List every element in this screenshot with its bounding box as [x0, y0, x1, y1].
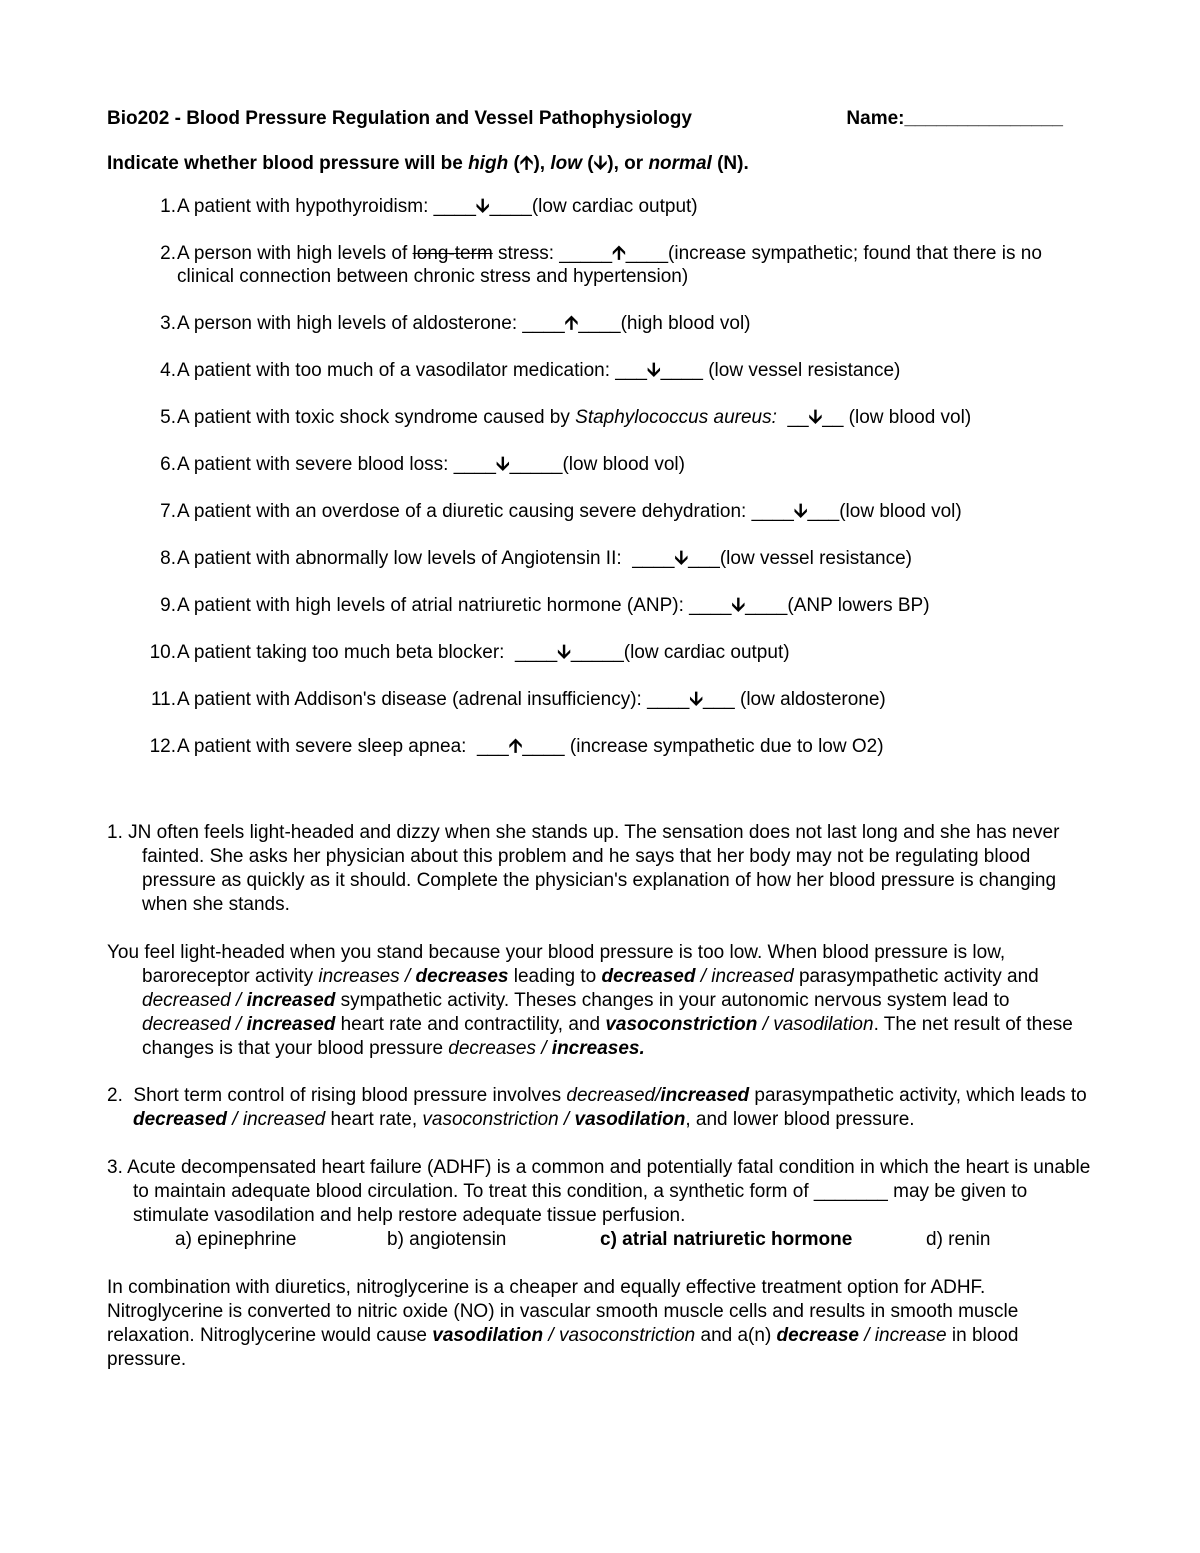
choice-c: c) atrial natriuretic hormone: [600, 1229, 853, 1250]
down-arrow-icon: 🡫: [495, 454, 510, 475]
header: [107, 106, 1097, 132]
down-arrow-icon: 🡫: [475, 196, 490, 217]
up-arrow-icon: 🡩: [612, 243, 626, 264]
down-arrow-icon: 🡫: [731, 595, 746, 616]
answer-1-paragraph: You feel light-headed when you stand because your blood pressure is too low. When blood pressure is low, baroreceptor activity increases / decreases leading to decreased / increased parasympathetic activity and decreased / increased sympathetic activity. Theses changes in your autonomic nervous system lead to decreased / increased heart rate and contractility, and vasoconstriction / vasodilation. The net result of these changes is that your blood pressure decreases / increases.: [107, 942, 1073, 1059]
name-field-label: Name:_______________: [846, 108, 1063, 129]
list-item: 2. A person with high levels of long-term stress: _____🡩____(increase sympathetic; found that there is no clinical connection between chronic stress and hypertension): [160, 243, 1042, 287]
list-item: 3. A person with high levels of aldosterone: ____🡩____(high blood vol): [160, 313, 751, 334]
list-item: 8. A patient with abnormally low levels of Angiotensin II: ____🡫___(low vessel resistance): [160, 548, 912, 569]
list-item: 5. A patient with toxic shock syndrome caused by Staphylococcus aureus: __🡫__ (low blood vol): [160, 407, 972, 428]
up-arrow-icon: 🡩: [508, 736, 523, 757]
struck-text: long-term: [412, 243, 493, 264]
worksheet-title: Bio202 - Blood Pressure Regulation and Vessel Pathophysiology: [107, 108, 692, 129]
down-arrow-icon: 🡫: [689, 689, 704, 710]
choice-d: d) renin: [926, 1229, 991, 1250]
down-arrow-icon: 🡫: [808, 407, 823, 428]
list-item: 12. A patient with severe sleep apnea: ___🡩____ (increase sympathetic due to low O2): [149, 736, 884, 757]
worksheet-page: [107, 106, 1097, 1372]
up-arrow-icon: 🡩: [519, 153, 534, 174]
up-arrow-icon: 🡩: [564, 313, 579, 334]
final-paragraph: In combination with diuretics, nitroglycerine is a cheaper and equally effective treatment option for ADHF. Nitroglycerine is converted to nitric oxide (NO) in vascular smooth muscle cells and results in smooth muscle relaxation. Nitroglycerine would cause vasodilation / vasoconstriction and a(n) decrease / increase in blood pressure.: [107, 1277, 1019, 1370]
list-item: 11. A patient with Addison's disease (adrenal insufficiency): ____🡫___ (low aldosterone): [150, 689, 886, 710]
instructions: Indicate whether blood pressure will be high (🡩), low (🡫), or normal (N).: [107, 153, 749, 174]
down-arrow-icon: 🡫: [793, 501, 808, 522]
question-1: 1. JN often feels light-headed and dizzy when she stands up. The sensation does not last long and she has never fainted. She asks her physician about this problem and he says that her body may not be regulating blood pressure as quickly as it should. Complete the physician's explanation of how her blood pressure is changing when she stands.: [107, 822, 1060, 915]
down-arrow-icon: 🡫: [557, 642, 571, 663]
down-arrow-icon: 🡫: [593, 153, 608, 174]
list-item: 10. A patient taking too much beta blocker: ____🡫_____(low cardiac output): [149, 642, 790, 663]
question-3: 3. Acute decompensated heart failure (ADHF) is a common and potentially fatal condition in which the heart is unable to maintain adequate blood circulation. To treat this condition, a synthetic form of _______ may be given to stimulate vasodilation and help restore adequate tissue perfusion.: [107, 1157, 1091, 1226]
choice-b: b) angiotensin: [387, 1229, 507, 1250]
list-item: 4. A patient with too much of a vasodilator medication: ___🡫____ (low vessel resistance): [160, 360, 901, 381]
down-arrow-icon: 🡫: [647, 360, 661, 381]
list-item: 1. A patient with hypothyroidism: ____🡫____(low cardiac output): [160, 196, 698, 217]
question-3-choices: [107, 1228, 1097, 1252]
choice-a: a) epinephrine: [175, 1229, 297, 1250]
down-arrow-icon: 🡫: [674, 548, 689, 569]
list-item: 9. A patient with high levels of atrial natriuretic hormone (ANP): ____🡫____(ANP lowers BP): [160, 595, 930, 616]
question-2: 2. Short term control of rising blood pressure involves decreased/increased parasympathetic activity, which leads to decreased / increased heart rate, vasoconstriction / vasodilation, and lower blood pressure.: [107, 1085, 1087, 1130]
bp-items-list: [107, 195, 1097, 758]
list-item: 6. A patient with severe blood loss: ____🡫_____(low blood vol): [160, 454, 685, 475]
list-item: 7. A patient with an overdose of a diuretic causing severe dehydration: ____🡫___(low blood vol): [160, 501, 962, 522]
